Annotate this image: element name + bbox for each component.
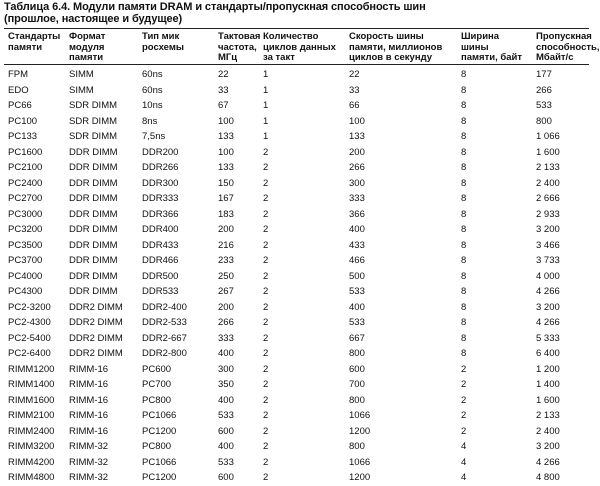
table-cell: 2 666 — [536, 193, 560, 204]
table-cell: 200 — [218, 301, 234, 313]
table-cell: PC800 — [142, 441, 172, 452]
table-cell: RIMM4200 — [8, 456, 55, 468]
table-cell: 667 — [349, 332, 365, 344]
table-cell: 600 — [218, 425, 234, 437]
table-cell: RIMM2400 — [8, 425, 55, 437]
table-cell: 1 — [263, 84, 269, 96]
table-cell: 2 — [263, 162, 269, 173]
table-cell: PC1066 — [142, 456, 177, 468]
table-cell: DDR DIMM — [69, 177, 118, 189]
table-cell: 700 — [349, 379, 365, 390]
table-cell: 1 400 — [536, 379, 560, 390]
table-cell: 3 200 — [536, 441, 560, 452]
table-row — [0, 176, 589, 192]
column-header-module-format — [69, 32, 141, 64]
table-cell: RIMM3200 — [8, 441, 55, 452]
table-cell: PC2700 — [8, 193, 43, 204]
table-cell: 8 — [461, 286, 467, 297]
table-cell: 4 266 — [536, 456, 560, 468]
table-cell: 167 — [218, 193, 234, 204]
table-cell: 8 — [461, 100, 467, 111]
column-header-line: способность, — [536, 41, 600, 53]
table-cell: 4 266 — [536, 317, 560, 328]
table-cell: 8 — [461, 177, 467, 189]
table-cell: 3 200 — [536, 301, 560, 313]
table-row — [0, 114, 589, 130]
table-cell: 400 — [218, 348, 234, 359]
table-cell: 33 — [218, 84, 229, 96]
table-cell: 600 — [218, 472, 234, 483]
table-cell: 400 — [349, 301, 365, 313]
column-header-line: за такт — [263, 52, 295, 63]
column-header-bus-speed — [349, 32, 459, 64]
table-cell: 1066 — [349, 456, 371, 468]
caption-title: Таблица 6.4. Модули памяти DRAM и стандарты/пропускная способность шин — [4, 1, 426, 13]
table-cell: 2 — [263, 286, 269, 297]
table-cell: DDR533 — [142, 286, 179, 297]
table-row — [0, 98, 589, 114]
table-cell: 2 133 — [536, 162, 560, 173]
table-cell: 2 — [263, 317, 269, 328]
table-cell: DDR DIMM — [69, 208, 118, 220]
table-cell: PC4000 — [8, 270, 43, 282]
table-cell: 2 — [461, 425, 467, 437]
table-cell: RIMM-16 — [69, 425, 109, 437]
table-cell: 533 — [218, 456, 234, 468]
table-cell: 22 — [218, 69, 229, 80]
table-cell: RIMM1400 — [8, 379, 55, 390]
table-cell: DDR DIMM — [69, 146, 118, 158]
table-cell: 350 — [218, 379, 234, 390]
table-cell: 183 — [218, 208, 234, 220]
table-cell: DDR DIMM — [69, 162, 118, 173]
table-cell: FPM — [8, 69, 29, 80]
column-header-line: памяти — [69, 52, 104, 63]
column-header-line: памяти — [8, 41, 43, 53]
column-header-standard — [8, 32, 68, 53]
table-cell: 2 — [263, 379, 269, 390]
table-cell: RIMM1600 — [8, 394, 55, 406]
table-cell: 2 — [263, 224, 269, 235]
table-cell: 400 — [218, 441, 234, 452]
table-cell: PC800 — [142, 394, 172, 406]
column-header-line: циклов данных — [263, 41, 336, 53]
table-cell: 800 — [349, 348, 365, 359]
table-cell: 3 733 — [536, 255, 560, 266]
table-cell: 8 — [461, 332, 467, 344]
table-cell: DDR300 — [142, 177, 179, 189]
table-cell: 2 — [263, 208, 269, 220]
table-cell: 1 — [263, 100, 269, 111]
table-cell: PC1200 — [142, 425, 177, 437]
table-cell: PC2-4300 — [8, 317, 51, 328]
table-cell: 533 — [349, 317, 365, 328]
table-cell: 133 — [218, 131, 234, 142]
table-cell: DDR2 DIMM — [69, 348, 123, 359]
table-cell: 533 — [536, 100, 552, 111]
table-cell: 400 — [349, 224, 365, 235]
table-cell: 66 — [349, 100, 360, 111]
column-header-bandwidth — [536, 31, 600, 64]
table-cell: PC3000 — [8, 208, 43, 220]
table-row — [0, 129, 589, 145]
table-cell: 2 400 — [536, 425, 560, 437]
table-cell: DDR400 — [142, 224, 179, 235]
table-row — [0, 393, 589, 409]
table-cell: PC4300 — [8, 286, 43, 297]
table-cell: 1 600 — [536, 146, 560, 158]
table-cell: 8 — [461, 84, 467, 96]
table-cell: PC1200 — [142, 472, 177, 483]
column-header-line: Формат — [69, 31, 106, 42]
table-row — [0, 470, 589, 486]
table-cell: 2 — [263, 425, 269, 437]
table-cell: 8 — [461, 208, 467, 220]
table-cell: PC2-3200 — [8, 301, 51, 313]
table-cell: 1 066 — [536, 131, 560, 142]
table-cell: PC3700 — [8, 255, 43, 266]
table-cell: DDR500 — [142, 270, 179, 282]
table-cell: 233 — [218, 255, 234, 266]
column-header-line: памяти, миллионов — [349, 41, 443, 53]
table-cell: 2 — [263, 255, 269, 266]
table-row — [0, 377, 589, 393]
table-cell: DDR2-400 — [142, 301, 187, 313]
table-cell: 2 — [263, 193, 269, 204]
table-cell: PC133 — [8, 131, 38, 142]
table-row — [0, 67, 589, 83]
table-cell: DDR333 — [142, 193, 179, 204]
table-cell: 8 — [461, 69, 467, 80]
table-header-rule — [4, 64, 589, 65]
table-cell: 533 — [218, 410, 234, 421]
column-header-chip-type — [142, 32, 217, 53]
table-cell: 10ns — [142, 100, 163, 111]
table-cell: 2 — [263, 146, 269, 158]
table-cell: 2 — [263, 348, 269, 359]
table-cell: 200 — [349, 146, 365, 158]
table-cell: 4 000 — [536, 270, 560, 282]
table-cell: 3 200 — [536, 224, 560, 235]
table-cell: DDR466 — [142, 255, 179, 266]
caption-subtitle: (прошлое, настоящее и будущее) — [4, 13, 183, 25]
column-header-line: Пропускная — [536, 31, 592, 42]
column-header-line: памяти, байт — [461, 52, 523, 63]
table-cell: 2 — [461, 394, 467, 406]
table-cell: 2 — [263, 456, 269, 468]
table-cell: PC3200 — [8, 224, 43, 235]
table-cell: 8 — [461, 146, 467, 158]
table-cell: DDR2-533 — [142, 317, 187, 328]
table-cell: DDR2 DIMM — [69, 301, 123, 313]
table-cell: 33 — [349, 84, 360, 96]
table-cell: SDR DIMM — [69, 131, 118, 142]
table-cell: RIMM-16 — [69, 394, 109, 406]
column-header-cycles-per-clock — [263, 32, 347, 64]
table-cell: 8 — [461, 193, 467, 204]
table-cell: 300 — [349, 177, 365, 189]
table-cell: DDR DIMM — [69, 239, 118, 251]
table-cell: 67 — [218, 100, 229, 111]
table-cell: 8 — [461, 162, 467, 173]
table-cell: 2 933 — [536, 208, 560, 220]
table-cell: SDR DIMM — [69, 100, 118, 111]
table-cell: 100 — [218, 115, 234, 127]
table-cell: 600 — [349, 363, 365, 375]
table-cell: 2 400 — [536, 177, 560, 189]
table-cell: 2 — [263, 270, 269, 282]
table-cell: SIMM — [69, 69, 94, 80]
table-cell: PC1066 — [142, 410, 177, 421]
table-cell: 4 800 — [536, 472, 560, 483]
table-cell: PC2-5400 — [8, 332, 51, 344]
table-cell: 2 — [263, 472, 269, 483]
table-row — [0, 83, 589, 99]
table-cell: 2 — [263, 177, 269, 189]
column-header-line: Стандарты — [8, 31, 61, 42]
table-row — [0, 145, 589, 161]
column-header-bus-width — [461, 32, 534, 64]
table-cell: DDR DIMM — [69, 286, 118, 297]
column-header-line: Количество — [263, 31, 319, 42]
table-cell: PC700 — [142, 379, 172, 390]
column-header-line: модуля — [69, 41, 105, 53]
table-cell: 2 — [263, 363, 269, 375]
table-cell: 2 — [263, 332, 269, 344]
table-cell: SIMM — [69, 84, 94, 96]
table-cell: 22 — [349, 69, 360, 80]
table-row — [0, 362, 589, 378]
table-cell: DDR2 DIMM — [69, 332, 123, 344]
table-cell: PC3500 — [8, 239, 43, 251]
table-row — [0, 346, 589, 362]
table-cell: 8ns — [142, 115, 158, 127]
table-cell: 1 — [263, 69, 269, 80]
table-cell: 133 — [218, 162, 234, 173]
table-cell: 2 — [263, 441, 269, 452]
table-cell: RIMM-32 — [69, 456, 109, 468]
table-cell: DDR266 — [142, 162, 179, 173]
table-cell: 433 — [349, 239, 365, 251]
table-cell: 800 — [536, 115, 552, 127]
table-cell: PC66 — [8, 100, 32, 111]
table-cell: 2 — [461, 363, 467, 375]
table-cell: 4 — [461, 456, 467, 468]
table-cell: 1200 — [349, 472, 371, 483]
table-cell: 5 333 — [536, 332, 560, 344]
table-cell: 60ns — [142, 84, 163, 96]
table-cell: DDR DIMM — [69, 193, 118, 204]
table-row — [0, 284, 589, 300]
table-cell: 266 — [349, 162, 365, 173]
column-header-line: шины — [461, 41, 489, 53]
table-cell: 333 — [218, 332, 234, 344]
table-row — [0, 207, 589, 223]
table-cell: PC2100 — [8, 162, 43, 173]
table-cell: 2 — [461, 379, 467, 390]
table-cell: 1 — [263, 131, 269, 142]
table-row — [0, 439, 589, 455]
column-header-line: Скорость шины — [349, 31, 424, 42]
table-cell: 60ns — [142, 69, 163, 80]
table-cell: 800 — [349, 394, 365, 406]
table-row — [0, 253, 589, 269]
table-cell: 133 — [349, 131, 365, 142]
table-cell: SDR DIMM — [69, 115, 118, 127]
table-cell: 200 — [218, 224, 234, 235]
table-cell: 2 — [263, 410, 269, 421]
table-cell: 8 — [461, 131, 467, 142]
table-cell: 4 — [461, 441, 467, 452]
table-cell: RIMM-32 — [69, 441, 109, 452]
table-cell: 100 — [349, 115, 365, 127]
table-cell: RIMM-32 — [69, 472, 109, 483]
table-cell: 8 — [461, 317, 467, 328]
table-cell: RIMM-16 — [69, 410, 109, 421]
table-cell: PC100 — [8, 115, 38, 127]
table-cell: PC1600 — [8, 146, 43, 158]
table-cell: 1 600 — [536, 394, 560, 406]
table-row — [0, 315, 589, 331]
table-row — [0, 300, 589, 316]
table-cell: 150 — [218, 177, 234, 189]
table-cell: DDR200 — [142, 146, 179, 158]
table-row — [0, 455, 589, 471]
table-cell: 1200 — [349, 425, 371, 437]
table-cell: 533 — [349, 286, 365, 297]
table-cell: 8 — [461, 115, 467, 127]
table-row — [0, 160, 589, 176]
table-cell: 250 — [218, 270, 234, 282]
table-cell: DDR2-800 — [142, 348, 187, 359]
table-cell: 216 — [218, 239, 234, 251]
table-cell: 2 — [263, 301, 269, 313]
table-cell: DDR2-667 — [142, 332, 187, 344]
table-row — [0, 238, 589, 254]
table-cell: 100 — [218, 146, 234, 158]
column-header-line: Тактовая — [218, 31, 261, 42]
table-cell: DDR DIMM — [69, 270, 118, 282]
table-cell: RIMM1200 — [8, 363, 55, 375]
table-cell: PC600 — [142, 363, 172, 375]
table-cell: 1066 — [349, 410, 371, 421]
table-cell: 300 — [218, 363, 234, 375]
table-cell: 7,5ns — [142, 131, 166, 142]
table-cell: 267 — [218, 286, 234, 297]
table-cell: 333 — [349, 193, 365, 204]
table-cell: DDR433 — [142, 239, 179, 251]
table-row — [0, 408, 589, 424]
table-cell: PC2-6400 — [8, 348, 51, 359]
table-top-rule — [4, 28, 589, 29]
column-header-line: Тип мик — [142, 31, 180, 42]
table-cell: 3 466 — [536, 239, 560, 251]
table-cell: 466 — [349, 255, 365, 266]
column-header-line: циклов в секунду — [349, 52, 432, 63]
table-row — [0, 191, 589, 207]
table-cell: 2 — [263, 239, 269, 251]
column-header-line: МГц — [218, 52, 238, 63]
table-row — [0, 424, 589, 440]
table-cell: 500 — [349, 270, 365, 282]
table-row — [0, 331, 589, 347]
table-cell: 800 — [349, 441, 365, 452]
table-cell: 177 — [536, 69, 552, 80]
table-cell: 266 — [536, 84, 552, 96]
table-cell: 8 — [461, 224, 467, 235]
table-cell: EDO — [8, 84, 29, 96]
table-cell: DDR DIMM — [69, 255, 118, 266]
table-cell: DDR DIMM — [69, 224, 118, 235]
table-row — [0, 222, 589, 238]
table-row — [0, 269, 589, 285]
table-cell: 8 — [461, 270, 467, 282]
table-cell: DDR2 DIMM — [69, 317, 123, 328]
table-cell: 366 — [349, 208, 365, 220]
table-cell: RIMM-16 — [69, 363, 109, 375]
table-cell: 4 — [461, 472, 467, 483]
table-caption — [4, 1, 584, 25]
table-cell: 8 — [461, 348, 467, 359]
table-cell: 1 — [263, 115, 269, 127]
table-cell: RIMM2100 — [8, 410, 55, 421]
column-header-line: частота, — [218, 41, 257, 53]
table-cell: DDR366 — [142, 208, 179, 220]
column-header-line: Ширина — [461, 31, 500, 42]
column-header-clock-frequency — [218, 32, 261, 64]
table-cell: 8 — [461, 239, 467, 251]
table-cell: 1 200 — [536, 363, 560, 375]
table-cell: 4 266 — [536, 286, 560, 297]
table-cell: 266 — [218, 317, 234, 328]
table-cell: PC2400 — [8, 177, 43, 189]
table-cell: 2 133 — [536, 410, 560, 421]
table-cell: 2 — [461, 410, 467, 421]
table-cell: RIMM-16 — [69, 379, 109, 390]
column-header-line: росхемы — [142, 41, 184, 53]
table-cell: RIMM4800 — [8, 472, 55, 483]
table-cell: 400 — [218, 394, 234, 406]
table-cell: 8 — [461, 301, 467, 313]
table-cell: 8 — [461, 255, 467, 266]
table-cell: 6 400 — [536, 348, 560, 359]
column-header-line: Мбайт/с — [536, 52, 574, 63]
table-cell: 2 — [263, 394, 269, 406]
